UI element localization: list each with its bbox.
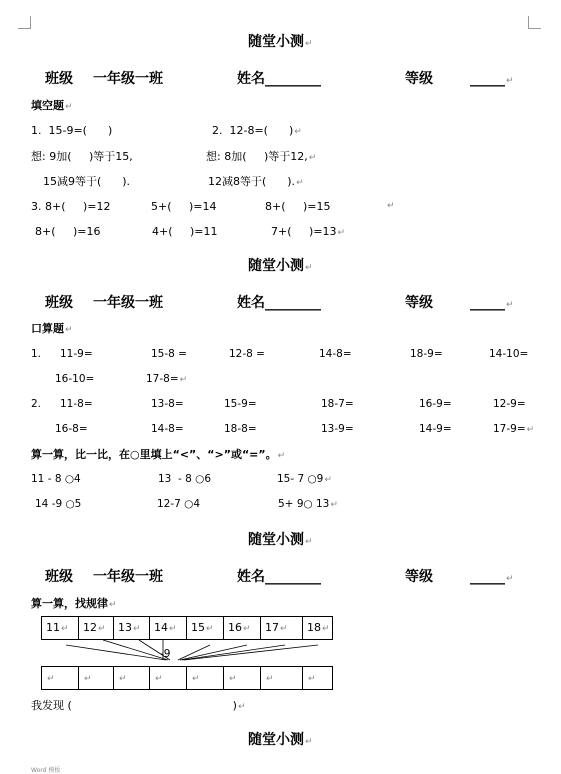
mm-row3: 2.	[31, 398, 42, 410]
minus-nine-label: -9	[160, 648, 171, 660]
mm-row1: 11-9=	[60, 348, 93, 360]
grade-blank: _____↵	[470, 71, 514, 87]
answer-row	[41, 666, 333, 690]
mm-row1: 12-8 =	[229, 348, 265, 360]
name-label: 姓名________	[237, 295, 321, 311]
footer-watermark: Word 模板	[31, 767, 61, 774]
mm-row3: 11-8=	[60, 398, 93, 410]
number-cell: 12↵	[79, 616, 114, 640]
discovery-line: 我发现 ( )↵	[31, 699, 246, 712]
compare-item: 14 -9 ○5	[35, 498, 82, 510]
class-value: 一年级一班	[93, 295, 163, 311]
mental-math-heading: 口算题↵	[31, 322, 73, 335]
compare-item: 13 - 8 ○6	[158, 473, 212, 485]
paragraph-mark: ↵	[387, 201, 395, 211]
q1-text: 1. 15-9=( )	[31, 124, 113, 137]
answer-cell[interactable]: ↵	[303, 666, 333, 690]
number-cell: 18↵	[303, 616, 333, 640]
class-value: 一年级一班	[93, 569, 163, 585]
mm-row1: 15-8 =	[151, 348, 187, 360]
answer-cell[interactable]: ↵	[41, 666, 79, 690]
mm-row3: 13-8=	[151, 398, 184, 410]
section-title: 随堂小测↵	[248, 258, 313, 274]
mm-row1: 14-10=	[489, 348, 529, 360]
answer-cell[interactable]: ↵	[79, 666, 114, 690]
compare-item: 5+ 9○ 13↵	[278, 498, 338, 510]
grade-blank: _____↵	[470, 295, 514, 311]
compare-item: 11 - 8 ○4	[31, 473, 81, 485]
corner-mark-right	[528, 16, 541, 29]
mm-row1: 14-8=	[319, 348, 352, 360]
grade-label: 等级	[405, 295, 433, 311]
number-cell: 13↵	[114, 616, 150, 640]
answer-cell[interactable]: ↵	[114, 666, 150, 690]
mm-row1: 18-9=	[410, 348, 443, 360]
q3-item: 3. 8+( )=12	[31, 200, 111, 213]
mm-row3: 15-9=	[224, 398, 257, 410]
mm-row3: 18-7=	[321, 398, 354, 410]
class-value: 一年级一班	[93, 71, 163, 87]
q1-think: 想: 9加( )等于15,	[31, 150, 133, 163]
pattern-heading: 算一算，找规律↵	[31, 597, 117, 610]
section-title: 随堂小测↵	[248, 34, 313, 50]
compare-heading: 算一算，比一比，在○里填上“<”、“>”或“=”。↵	[31, 448, 286, 461]
q2-text: 2. 12-8=( )↵	[212, 124, 302, 137]
mm-row3: 12-9=	[493, 398, 526, 410]
answer-cell[interactable]: ↵	[224, 666, 261, 690]
number-row-top	[41, 616, 333, 640]
name-label: 姓名________	[237, 569, 321, 585]
mm-row1: 1.	[31, 348, 42, 360]
compare-item: 15- 7 ○9↵	[277, 473, 332, 485]
grade-blank: _____↵	[470, 569, 514, 585]
class-label: 班级	[45, 569, 73, 585]
q3-item: 8+( )=16	[35, 225, 101, 238]
mm-row4: 14-8=	[151, 423, 184, 435]
mm-row4: 17-9=↵	[493, 423, 535, 435]
mm-row4: 14-9=	[419, 423, 452, 435]
q3-item: 7+( )=13↵	[271, 225, 346, 238]
number-cell: 17↵	[261, 616, 303, 640]
mm-row4: 16-8=	[55, 423, 88, 435]
mm-row2: 16-10=	[55, 373, 95, 385]
mm-row4: 18-8=	[224, 423, 257, 435]
number-cell: 11↵	[41, 616, 79, 640]
answer-cell[interactable]: ↵	[187, 666, 224, 690]
q3-item: 8+( )=15	[265, 200, 331, 213]
q2-minus: 12减8等于( ).↵	[208, 175, 304, 188]
number-cell: 15↵	[187, 616, 224, 640]
number-cell: 16↵	[224, 616, 261, 640]
fill-blank-heading: 填空题↵	[31, 99, 73, 112]
answer-cell[interactable]: ↵	[261, 666, 303, 690]
class-label: 班级	[45, 295, 73, 311]
mm-row4: 13-9=	[321, 423, 354, 435]
class-label: 班级	[45, 71, 73, 87]
compare-item: 12-7 ○4	[157, 498, 201, 510]
q2-think: 想: 8加( )等于12,↵	[206, 150, 317, 163]
q1-minus: 15减9等于( ).	[43, 175, 131, 188]
mm-row3: 16-9=	[419, 398, 452, 410]
grade-label: 等级	[405, 71, 433, 87]
grade-label: 等级	[405, 569, 433, 585]
number-cell: 14↵	[150, 616, 187, 640]
q3-item: 5+( )=14	[151, 200, 217, 213]
answer-cell[interactable]: ↵	[150, 666, 187, 690]
section-title: 随堂小测↵	[248, 732, 313, 748]
section-title: 随堂小测↵	[248, 532, 313, 548]
name-label: 姓名________	[237, 71, 321, 87]
corner-mark-left	[18, 16, 31, 29]
q3-item: 4+( )=11	[152, 225, 218, 238]
mm-row2: 17-8=↵	[146, 373, 188, 385]
